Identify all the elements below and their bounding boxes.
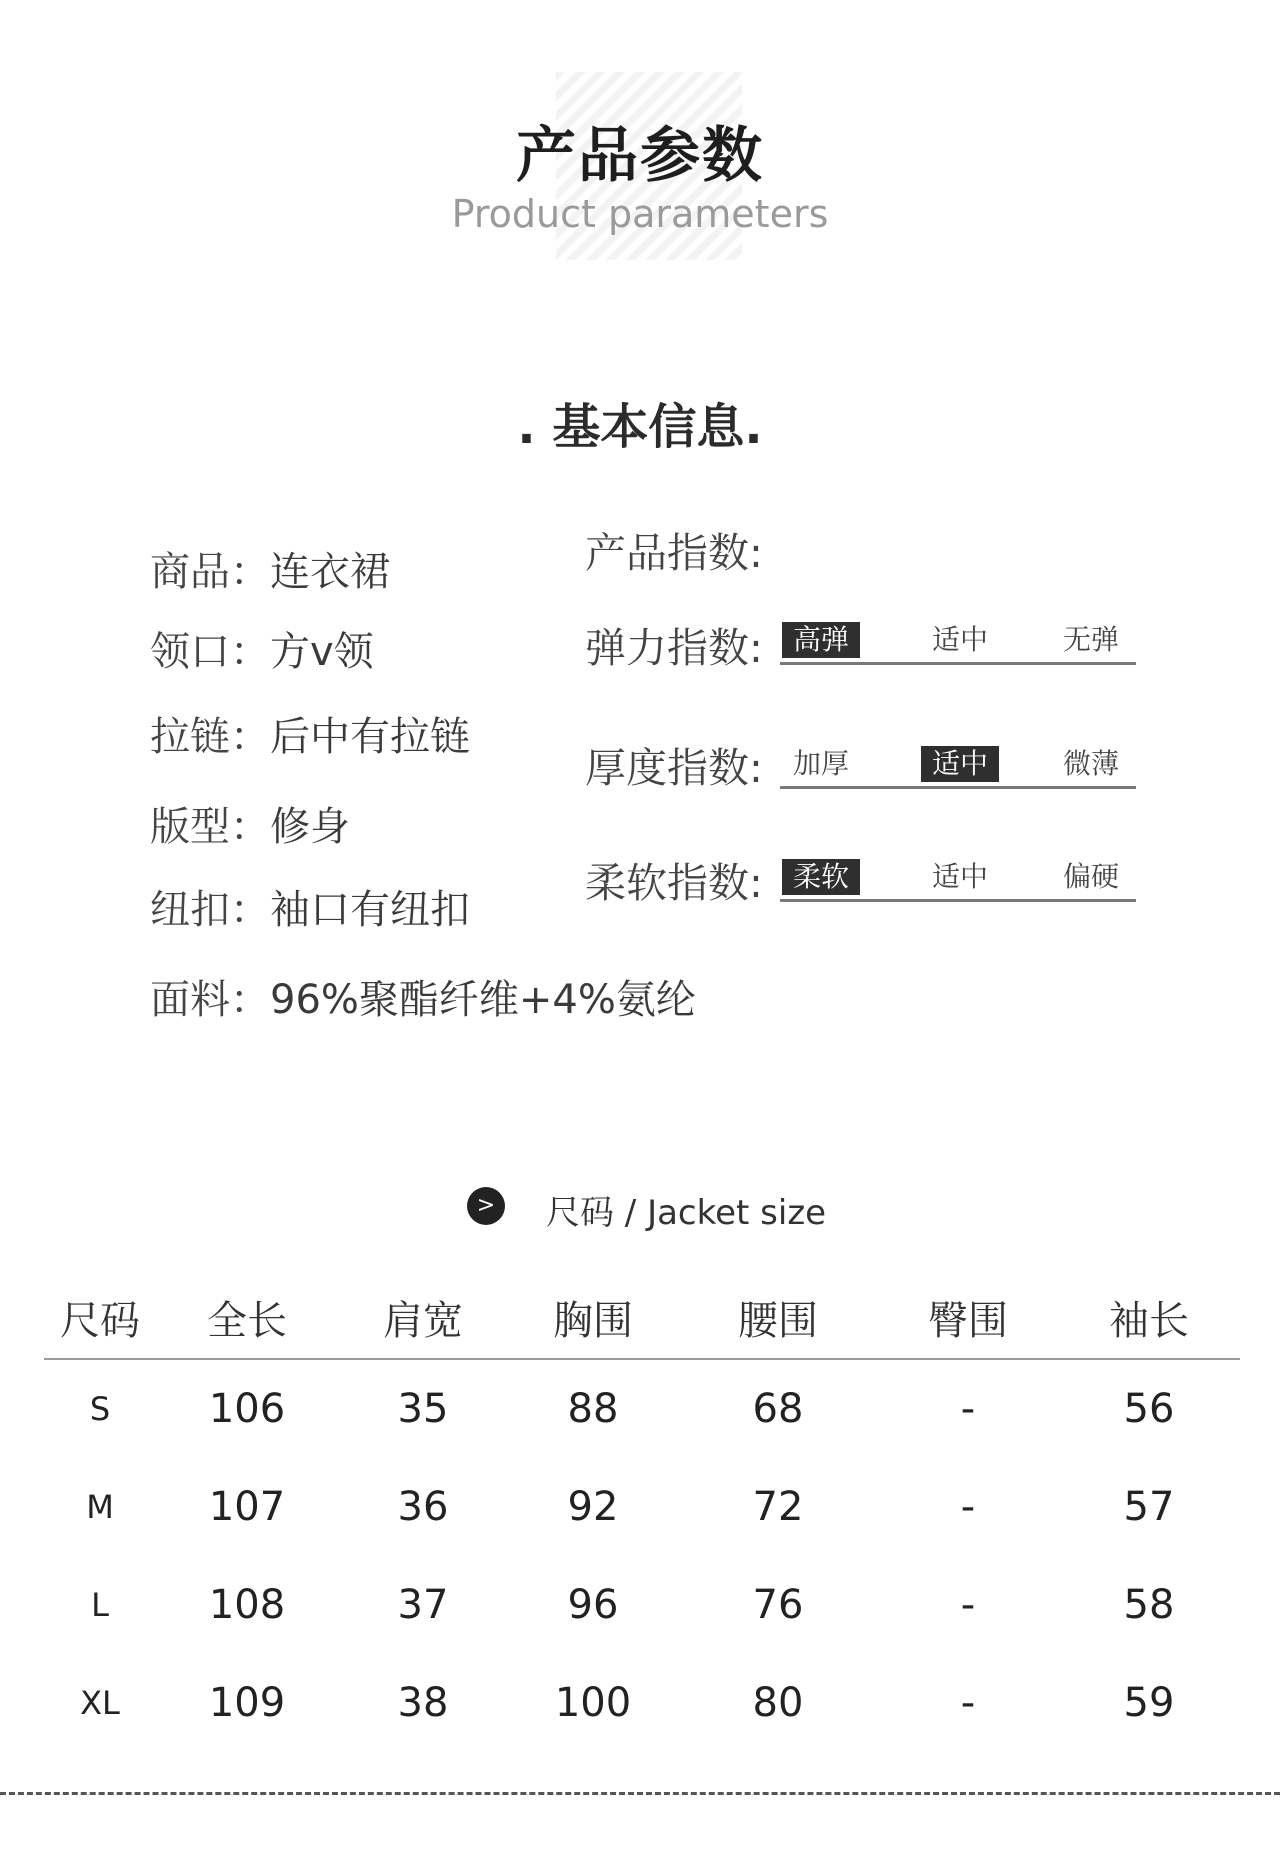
elasticity-option-medium: 适中 xyxy=(931,623,988,656)
sleeve-cell: 59 xyxy=(1123,1680,1175,1726)
table-row xyxy=(44,1654,1240,1752)
bust-cell: 88 xyxy=(567,1386,619,1432)
header-waist: 腰围 xyxy=(678,1288,878,1359)
hip-cell: - xyxy=(960,1582,976,1628)
thickness-index-scale xyxy=(780,742,1136,789)
elasticity-option-high: 高弹 xyxy=(782,622,860,658)
info-row-zipper xyxy=(150,705,470,762)
softness-option-hard: 偏硬 xyxy=(1062,860,1119,893)
shoulder-cell: 36 xyxy=(397,1484,449,1530)
bust-cell: 92 xyxy=(567,1484,619,1530)
elasticity-index-scale xyxy=(780,618,1136,665)
info-label: 领口： xyxy=(150,629,270,675)
info-label: 面料： xyxy=(150,977,270,1023)
size-table-header-row xyxy=(44,1288,1240,1359)
page-subtitle: Product parameters xyxy=(451,192,829,236)
hip-cell: - xyxy=(960,1484,976,1530)
dashed-divider xyxy=(0,1792,1280,1795)
info-value: 袖口有纽扣 xyxy=(270,887,470,933)
header-hip: 臀围 xyxy=(878,1288,1058,1359)
header-sleeve: 袖长 xyxy=(1058,1288,1240,1359)
size-cell: XL xyxy=(80,1684,120,1722)
hip-cell: - xyxy=(960,1680,976,1726)
info-label: 版型： xyxy=(150,804,270,850)
length-cell: 107 xyxy=(208,1484,286,1530)
header-size: 尺码 xyxy=(44,1288,156,1359)
thickness-option-medium: 适中 xyxy=(921,746,999,782)
page-title: 产品参数 xyxy=(516,121,764,191)
waist-cell: 80 xyxy=(752,1680,804,1726)
waist-cell: 72 xyxy=(752,1484,804,1530)
info-row-product xyxy=(150,540,390,597)
bust-cell: 96 xyxy=(567,1582,619,1628)
header-shoulder: 肩宽 xyxy=(338,1288,508,1359)
bust-cell: 100 xyxy=(554,1680,632,1726)
thickness-option-thin: 微薄 xyxy=(1062,747,1119,780)
waist-cell: 68 xyxy=(752,1386,804,1432)
softness-option-soft: 柔软 xyxy=(782,859,860,895)
chevron-right-icon: > xyxy=(467,1187,505,1225)
softness-index-scale xyxy=(780,855,1136,902)
table-row xyxy=(44,1359,1240,1458)
indices-heading: 产品指数: xyxy=(585,529,763,577)
size-cell: M xyxy=(86,1488,114,1526)
softness-index-label: 柔软指数: xyxy=(585,859,763,907)
info-label: 纽扣： xyxy=(150,887,270,933)
size-section-header xyxy=(0,1185,1280,1233)
waist-cell: 76 xyxy=(752,1582,804,1628)
info-row-neckline xyxy=(150,620,374,677)
shoulder-cell: 38 xyxy=(397,1680,449,1726)
info-value: 后中有拉链 xyxy=(270,714,470,760)
info-value: 方v领 xyxy=(270,629,374,675)
info-value: 96%聚酯纤维+4%氨纶 xyxy=(270,977,696,1023)
table-row xyxy=(44,1556,1240,1654)
info-row-fit xyxy=(150,795,350,852)
elasticity-index-label: 弹力指数: xyxy=(585,624,763,672)
shoulder-cell: 35 xyxy=(397,1386,449,1432)
length-cell: 106 xyxy=(208,1386,286,1432)
table-row xyxy=(44,1458,1240,1556)
size-cell: L xyxy=(91,1586,109,1624)
header-length: 全长 xyxy=(156,1288,338,1359)
sleeve-cell: 56 xyxy=(1123,1386,1175,1432)
sleeve-cell: 58 xyxy=(1123,1582,1175,1628)
length-cell: 109 xyxy=(208,1680,286,1726)
softness-option-medium: 适中 xyxy=(931,860,988,893)
size-table xyxy=(44,1288,1240,1752)
info-row-fabric xyxy=(150,968,696,1025)
shoulder-cell: 37 xyxy=(397,1582,449,1628)
size-section-label: 尺码 / Jacket size xyxy=(546,1193,827,1233)
info-value: 修身 xyxy=(270,804,350,850)
info-row-buttons xyxy=(150,878,470,935)
header-bust: 胸围 xyxy=(508,1288,678,1359)
basic-info-title: . 基本信息. xyxy=(517,399,763,455)
info-label: 拉链： xyxy=(150,714,270,760)
info-label: 商品： xyxy=(150,549,270,595)
info-value: 连衣裙 xyxy=(270,549,390,595)
length-cell: 108 xyxy=(208,1582,286,1628)
size-cell: S xyxy=(89,1390,111,1428)
thickness-index-label: 厚度指数: xyxy=(585,744,763,792)
sleeve-cell: 57 xyxy=(1123,1484,1175,1530)
thickness-option-thick: 加厚 xyxy=(792,747,849,780)
elasticity-option-none: 无弹 xyxy=(1062,623,1119,656)
hip-cell: - xyxy=(960,1386,976,1432)
